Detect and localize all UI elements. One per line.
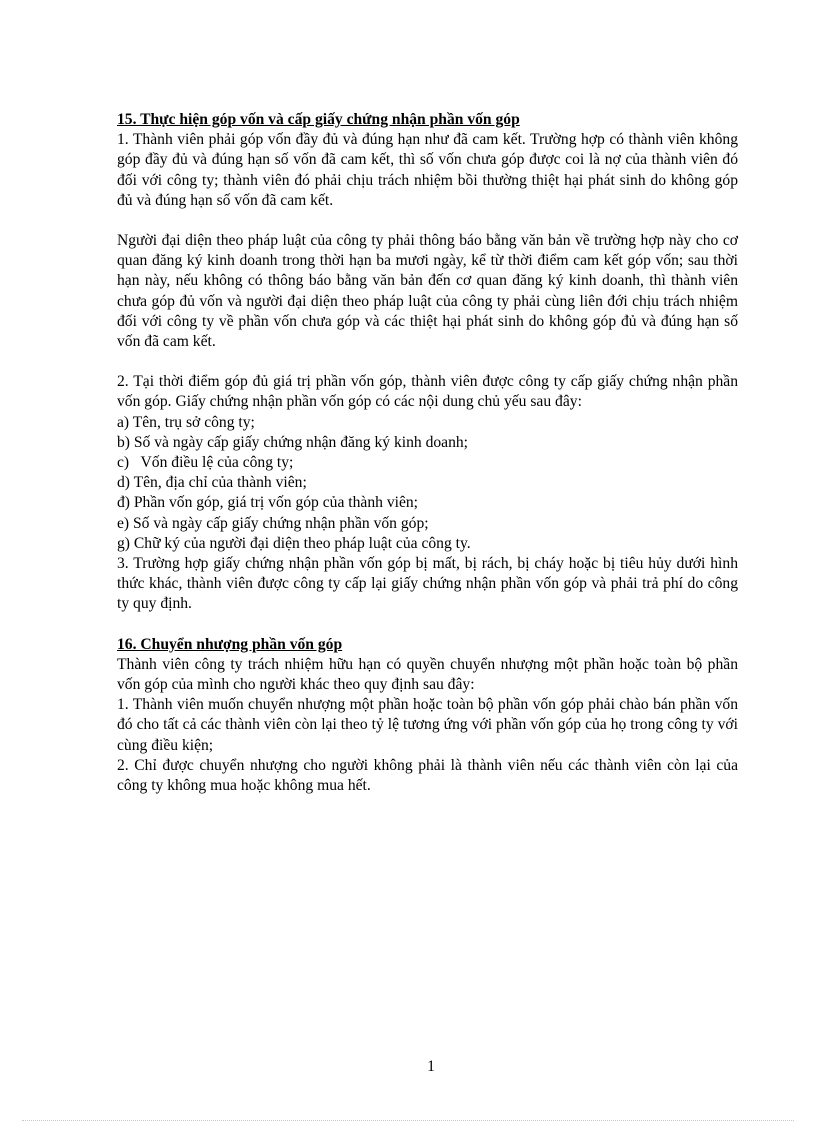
paragraph-gap [117, 211, 738, 231]
list-item: c) Vốn điều lệ của công ty; [117, 454, 294, 472]
section-15-heading: 15. Thực hiện góp vốn và cấp giấy chứng nhận phần vốn góp [117, 111, 520, 128]
list-item: a) Tên, trụ sở công ty; [117, 413, 255, 431]
section-16-paragraph-2: 1. Thành viên muốn chuyển nhượng một phần hoặc toàn bộ phần vốn góp phải chào bán phần vốn đó cho tất cả các thành viên còn lại theo tỷ lệ tương ứng với phần vốn góp của họ trong công ty với cùng điều kiện; [117, 696, 738, 754]
section-15-paragraph-3: 2. Tại thời điểm góp đủ giá trị phần vốn góp, thành viên được công ty cấp giấy chứng nhận phần vốn góp. Giấy chứng nhận phần vốn góp có các nội dung chủ yếu sau đây: [117, 373, 738, 411]
document-body [117, 110, 738, 796]
list-item: e) Số và ngày cấp giấy chứng nhận phần vốn góp; [117, 514, 429, 532]
list-item: g) Chữ ký của người đại diện theo pháp luật của công ty. [117, 534, 471, 552]
section-16-paragraph-3: 2. Chỉ được chuyển nhượng cho người không phải là thành viên nếu các thành viên còn lại của công ty không mua hoặc không mua hết. [117, 756, 738, 795]
section-16-heading: 16. Chuyển nhượng phần vốn góp [117, 635, 343, 653]
paragraph-gap [117, 615, 738, 635]
section-15-paragraph-2: Người đại diện theo pháp luật của công ty phải thông báo bằng văn bản về trường hợp này cho cơ quan đăng ký kinh doanh trong thời hạn ba mươi ngày, kể từ thời điểm cam kết góp vốn; sau thời hạn này, nếu không có thông báo bằng văn bản đến cơ quan đăng ký kinh doanh, thì thành viên chưa góp đủ vốn và người đại diện theo pháp luật của công ty phải cùng liên đới chịu trách nhiệm đối với công ty về phần vốn chưa góp và các thiệt hại phát sinh do không góp đủ và đúng hạn số vốn đã cam kết. [117, 232, 738, 351]
section-15-paragraph-1: 1. Thành viên phải góp vốn đầy đủ và đúng hạn như đã cam kết. Trường hợp có thành viên không góp đầy đủ và đúng hạn số vốn đã cam kết, thì số vốn chưa góp được coi là nợ của thành viên đó đối với công ty; thành viên đó phải chịu trách nhiệm bồi thường thiệt hại phát sinh do không góp đủ và đúng hạn số vốn đã cam kết. [117, 131, 738, 209]
certificate-contents-list [117, 413, 738, 554]
paragraph-gap [117, 352, 738, 372]
list-item: d) Tên, địa chỉ của thành viên; [117, 474, 307, 492]
list-item: đ) Phần vốn góp, giá trị vốn góp của thành viên; [117, 494, 418, 512]
section-16-paragraph-1: Thành viên công ty trách nhiệm hữu hạn có quyền chuyển nhượng một phần hoặc toàn bộ phần vốn góp của mình cho người khác theo quy định sau đây: [117, 655, 738, 694]
section-15-paragraph-4: 3. Trường hợp giấy chứng nhận phần vốn góp bị mất, bị rách, bị cháy hoặc bị tiêu hủy dưới hình thức khác, thành viên được công ty cấp lại giấy chứng nhận phần vốn góp và phải trả phí do công ty quy định. [117, 555, 738, 613]
page-number: 1 [427, 1058, 435, 1075]
list-item: b) Số và ngày cấp giấy chứng nhận đăng ký kinh doanh; [117, 433, 469, 451]
page-bottom-divider [22, 1120, 794, 1121]
